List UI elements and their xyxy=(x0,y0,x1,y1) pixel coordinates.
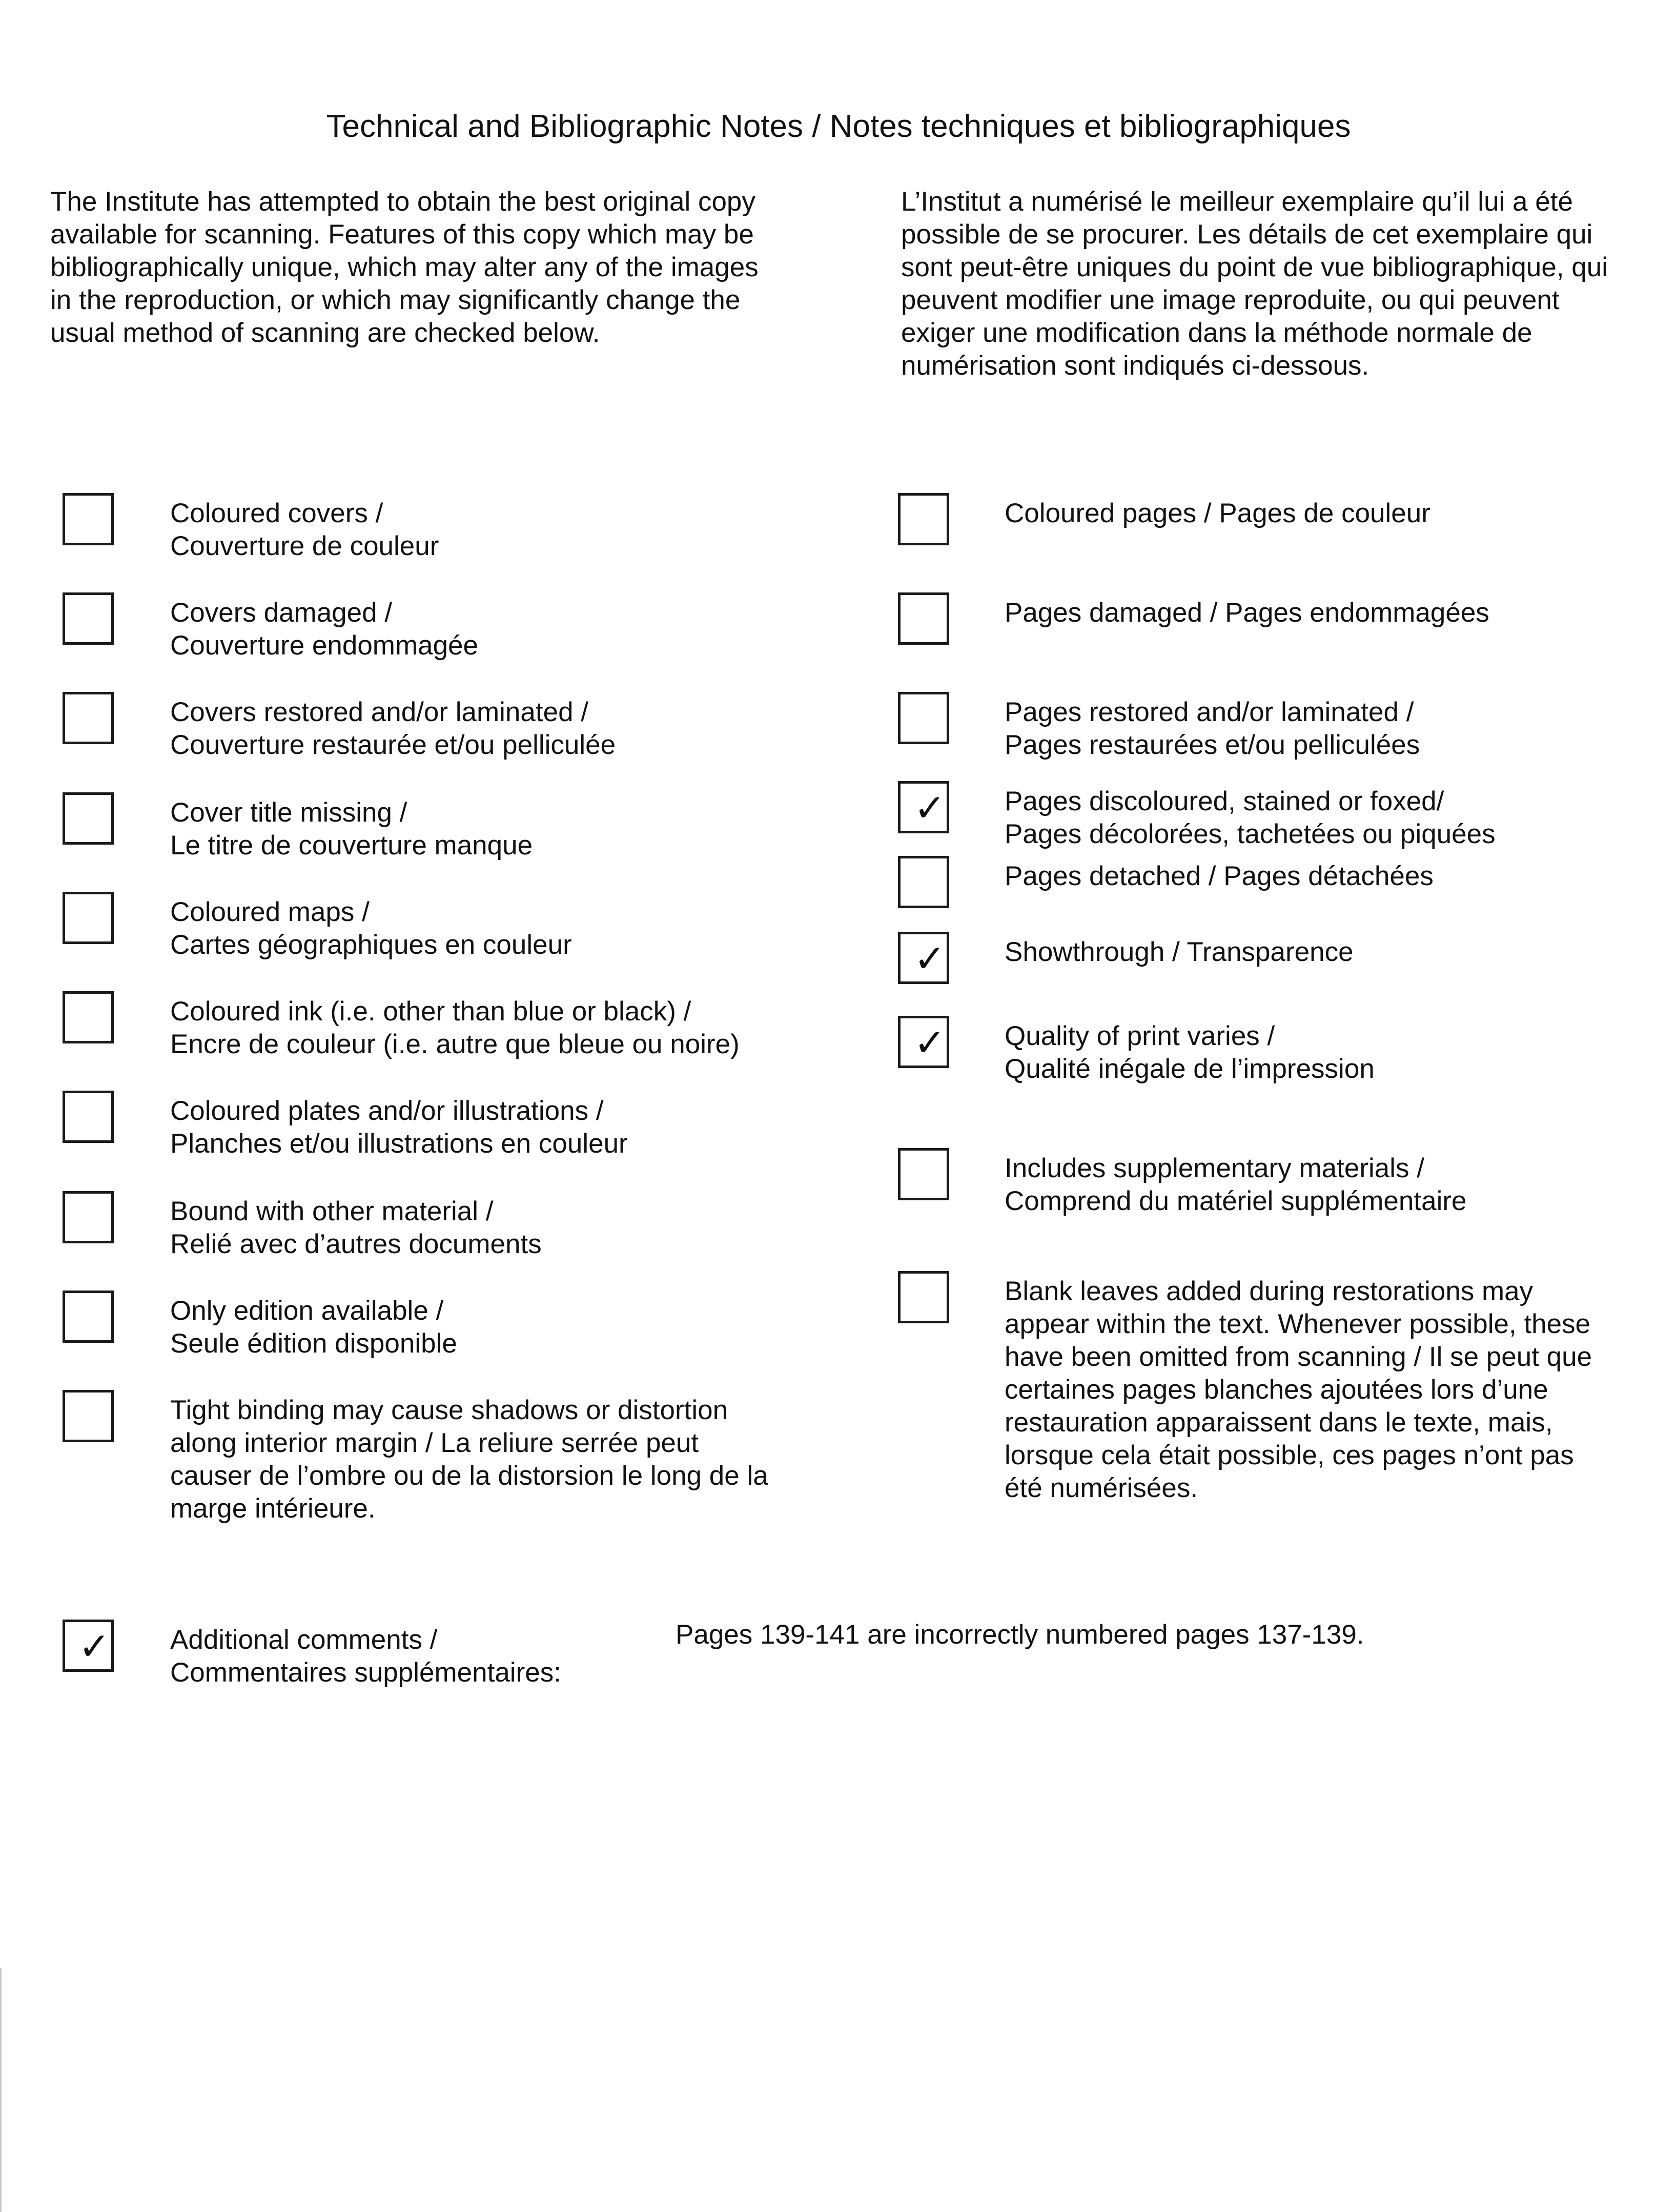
checkbox[interactable] xyxy=(63,892,114,944)
scan-edge-line xyxy=(0,1968,2,2212)
checklist-item-label: Cover title missing / Le titre de couverture manque xyxy=(170,797,533,861)
checkbox[interactable] xyxy=(63,592,114,645)
checklist-item-label: Coloured plates and/or illustrations / Planches et/ou illustrations en couleur xyxy=(170,1096,628,1159)
page-title: Technical and Bibliographic Notes / Notes techniques et bibliographiques xyxy=(326,109,1351,144)
additional-comments-value: Pages 139-141 are incorrectly numbered pages 137-139. xyxy=(676,1620,1364,1650)
checklist-item-label: Blank leaves added during restorations may appear within the text. Whenever possible, these have been omitted from scanning / Il se peut que certaines pages blanches ajoutées lors d’une restauration apparaissent dans le texte, mais, lorsque cela était possible, ces pages n’ont pas été numérisées. xyxy=(1005,1276,1592,1503)
checkbox[interactable] xyxy=(63,493,114,545)
checklist-item-label: Only edition available / Seule édition disponible xyxy=(170,1296,457,1359)
checkbox[interactable] xyxy=(63,1091,114,1143)
checkbox[interactable] xyxy=(898,856,949,908)
checklist-item-label: Bound with other material / Relié avec d’autres documents xyxy=(170,1196,542,1259)
checkbox[interactable] xyxy=(898,592,949,645)
checkmark-icon: ✓ xyxy=(78,1625,111,1669)
checkbox[interactable] xyxy=(898,932,949,984)
checkbox[interactable] xyxy=(898,493,949,545)
intro-english: The Institute has attempted to obtain the best original copy available for scanning. Features of this copy which may be bibliographically unique, which may alter any of the images in the reproduction, or which may significantly change the usual method of scanning are checked below. xyxy=(50,187,759,348)
checkbox[interactable] xyxy=(898,692,949,744)
checkmark-icon: ✓ xyxy=(914,1021,946,1065)
checkmark-icon: ✓ xyxy=(914,937,946,981)
checkbox[interactable] xyxy=(898,1148,949,1200)
checklist-item-label: Includes supplementary materials / Comprend du matériel supplémentaire xyxy=(1005,1153,1467,1216)
checkbox[interactable] xyxy=(63,1191,114,1243)
checkbox[interactable] xyxy=(898,781,949,833)
checkbox[interactable] xyxy=(63,1291,114,1343)
checkbox[interactable] xyxy=(63,1620,114,1672)
checklist-item-label: Quality of print varies / Qualité inégale de l’impression xyxy=(1005,1021,1375,1084)
checklist-item-label: Covers damaged / Couverture endommagée xyxy=(170,598,479,661)
checklist-item-label: Additional comments / Commentaires supplémentaires: xyxy=(170,1625,561,1688)
checkmark-icon: ✓ xyxy=(914,786,946,830)
checklist-item-label: Coloured covers / Couverture de couleur xyxy=(170,498,439,561)
checkbox[interactable] xyxy=(898,1271,949,1323)
checkbox[interactable] xyxy=(898,1016,949,1068)
checkbox[interactable] xyxy=(63,692,114,744)
checklist-item-label: Showthrough / Transparence xyxy=(1005,937,1354,967)
intro-french: L’Institut a numérisé le meilleur exemplaire qu’il lui a été possible de se procurer. Les détails de cet exemplaire qui sont peut-être uniques du point de vue bibliographique, qui peuvent modifier une image reproduite, ou qui peuvent exiger une modification dans la méthode normale de numérisation sont indiqués ci-dessous. xyxy=(901,187,1608,381)
checklist-item-label: Pages restored and/or laminated / Pages restaurées et/ou pelliculées xyxy=(1005,697,1420,760)
checklist-item-label: Coloured ink (i.e. other than blue or black) / Encre de couleur (i.e. autre que bleue ou noire) xyxy=(170,996,740,1059)
checklist-item-label: Pages damaged / Pages endommagées xyxy=(1005,598,1489,628)
checklist-item-label: Pages discoloured, stained or foxed/ Pages décolorées, tachetées ou piquées xyxy=(1005,786,1496,849)
checklist-item-label: Coloured maps / Cartes géographiques en couleur xyxy=(170,897,572,960)
checklist-item-label: Covers restored and/or laminated / Couverture restaurée et/ou pelliculée xyxy=(170,697,616,760)
checkbox[interactable] xyxy=(63,1390,114,1442)
checkbox[interactable] xyxy=(63,792,114,845)
checklist-item-label: Pages detached / Pages détachées xyxy=(1005,861,1434,891)
checkbox[interactable] xyxy=(63,991,114,1043)
checklist-item-label: Tight binding may cause shadows or distortion along interior margin / La reliure serrée peut causer de l’ombre ou de la distorsion le long de la marge intérieure. xyxy=(170,1395,768,1524)
checklist-item-label: Coloured pages / Pages de couleur xyxy=(1005,498,1430,528)
